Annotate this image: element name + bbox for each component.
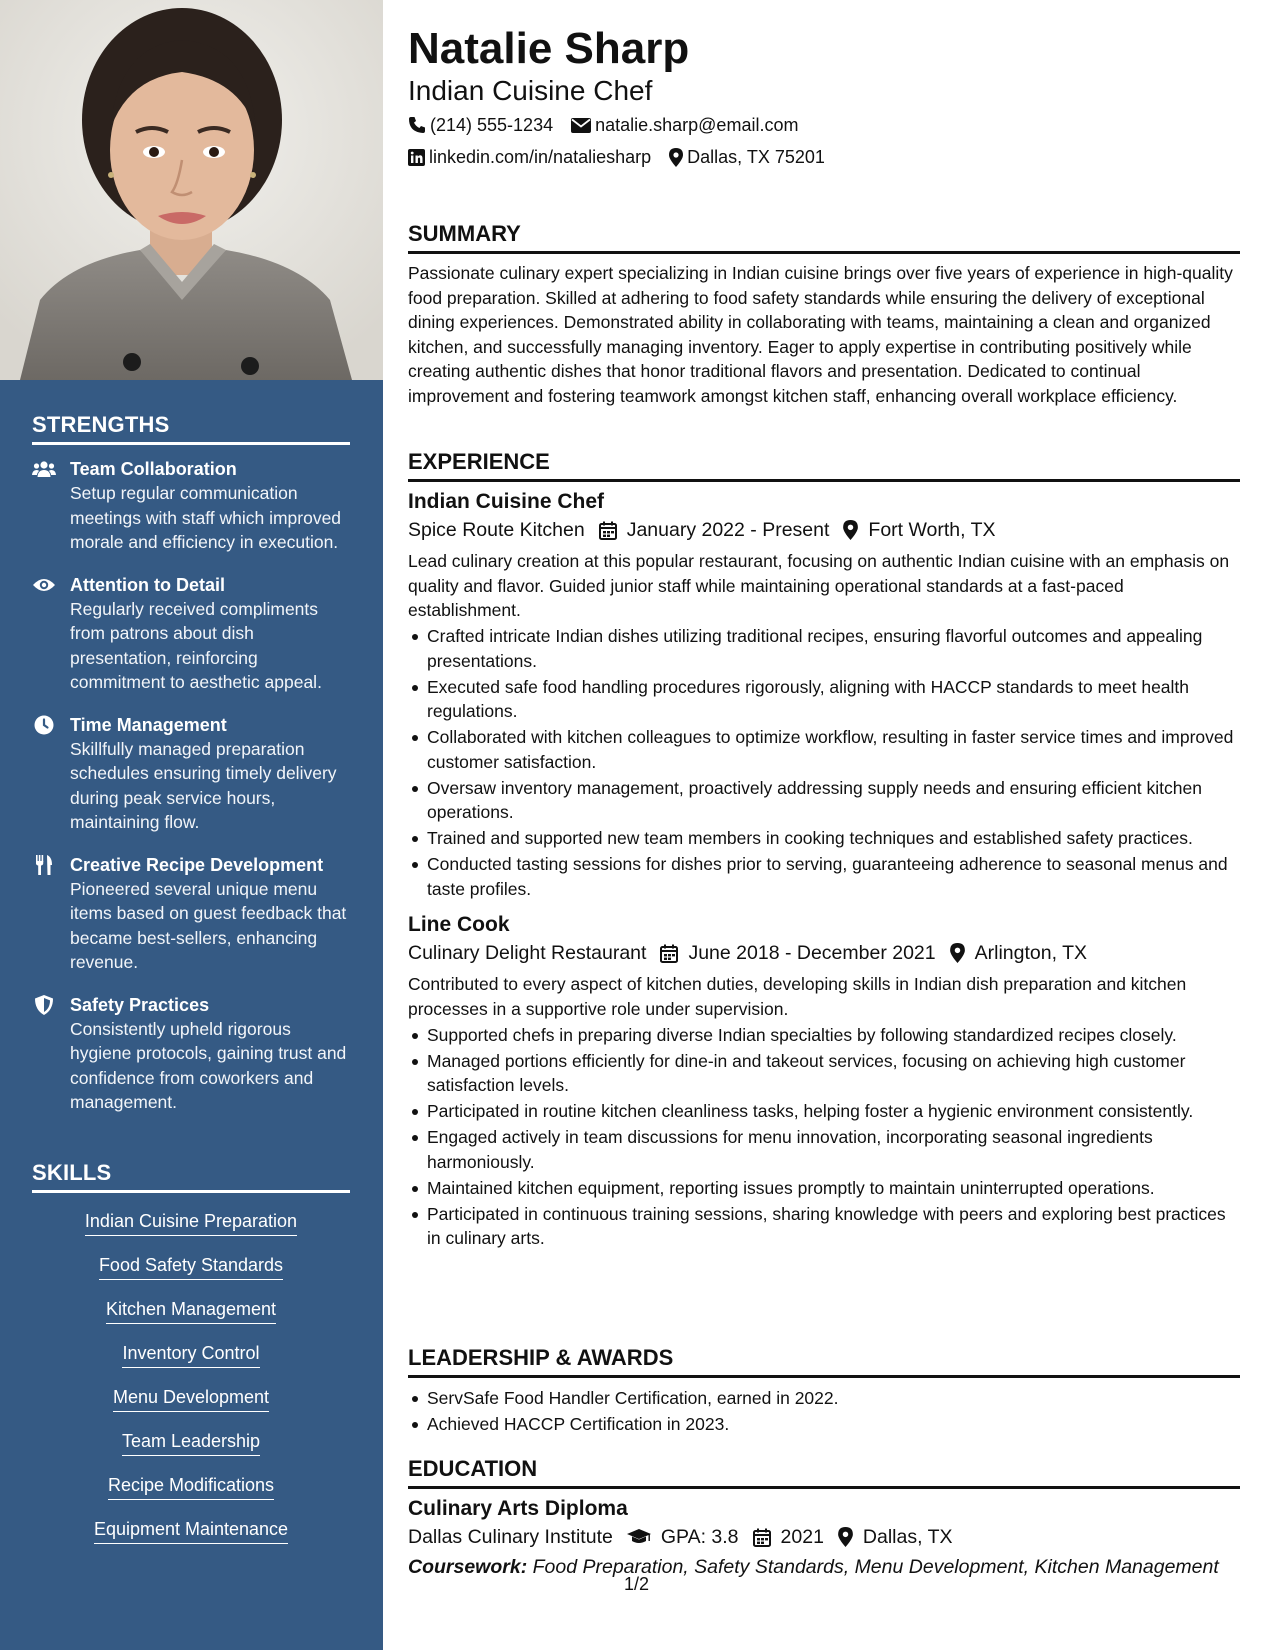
- bullet-item: Conducted tasting sessions for dishes prior to serving, guaranteeing adherence to seasonal menus and taste profiles.: [408, 852, 1240, 901]
- phone-number: (214) 555-1234: [430, 115, 554, 135]
- awards-section: [408, 1344, 1240, 1437]
- section-heading: LEADERSHIP & AWARDS: [408, 1344, 1240, 1378]
- skill-item: Menu Development: [113, 1385, 269, 1412]
- coursework-label: Coursework:: [408, 1556, 528, 1578]
- gpa: GPA: 3.8: [660, 1526, 739, 1548]
- bullet-item: Crafted intricate Indian dishes utilizing traditional recipes, ensuring flavorful outcomes and appealing presentations.: [408, 624, 1240, 673]
- job-description: Lead culinary creation at this popular restaurant, focusing on authentic Indian cuisine with an emphasis on quality and flavor. Guided junior staff while maintaining operational standards at a fast-paced establishment.: [408, 551, 1230, 620]
- education-section: [408, 1455, 1240, 1581]
- job-dates: June 2018 - December 2021: [688, 942, 936, 964]
- skills-list: [32, 1209, 350, 1561]
- sidebar: [0, 0, 383, 1650]
- strength-item: [32, 853, 350, 975]
- envelope-icon: [571, 118, 591, 133]
- strength-description: Consistently upheld rigorous hygiene protocols, gaining trust and confidence from coworkers and management.: [70, 1018, 347, 1112]
- bullet-item: Achieved HACCP Certification in 2023.: [408, 1412, 1240, 1437]
- school-name: Dallas Culinary Institute: [408, 1526, 613, 1548]
- strength-title: Team Collaboration: [70, 459, 237, 479]
- bullet-item: Participated in routine kitchen cleanliness tasks, helping foster a hygienic environment consistently.: [408, 1099, 1240, 1124]
- strength-description: Regularly received compliments from patrons about dish presentation, reinforcing commitment to aesthetic appeal.: [70, 598, 322, 692]
- summary-section: [408, 220, 1240, 408]
- email-address: natalie.sharp@email.com: [595, 115, 799, 135]
- strength-description: Pioneered several unique menu items based on guest feedback that became best-sellers, enhancing revenue.: [70, 878, 347, 972]
- coursework: [408, 1553, 1240, 1581]
- job-title: Line Cook: [408, 913, 510, 936]
- map-marker-icon: [950, 943, 965, 963]
- education-meta: [408, 1523, 1240, 1551]
- job-dates: January 2022 - Present: [626, 519, 830, 541]
- contact-row: [408, 113, 816, 137]
- strength-title: Creative Recipe Development: [70, 854, 324, 875]
- skills-heading: SKILLS: [32, 1160, 350, 1193]
- company-name: Spice Route Kitchen: [408, 519, 585, 541]
- coursework-text: Food Preparation, Safety Standards, Menu Development, Kitchen Management: [532, 1556, 1219, 1578]
- strength-title: Safety Practices: [70, 994, 210, 1015]
- bullet-item: Participated in continuous training sessions, sharing knowledge with peers and exploring best practices in culinary arts.: [408, 1202, 1240, 1251]
- calendar-icon: [599, 521, 617, 540]
- bullet-item: Trained and supported new team members in cooking techniques and established safety practices.: [408, 826, 1240, 851]
- candidate-name: Natalie Sharp: [408, 24, 690, 73]
- section-heading: EDUCATION: [408, 1455, 1240, 1489]
- skill-item: Team Leadership: [122, 1429, 260, 1456]
- skill-item: Recipe Modifications: [108, 1473, 274, 1500]
- degree-title: Culinary Arts Diploma: [408, 1497, 628, 1520]
- skill-item: Equipment Maintenance: [94, 1517, 288, 1544]
- company-name: Culinary Delight Restaurant: [408, 942, 647, 964]
- strength-description: Setup regular communication meetings with staff which improved morale and efficiency in execution.: [70, 483, 342, 552]
- linkedin-url: linkedin.com/in/nataliesharp: [429, 147, 652, 167]
- utensils-icon: [32, 855, 56, 875]
- job-bullets: [408, 624, 1240, 901]
- map-marker-icon: [838, 1527, 853, 1547]
- linkedin-icon: [408, 149, 425, 166]
- strength-item: [32, 457, 350, 555]
- map-marker-icon: [669, 148, 683, 167]
- school-location: Dallas, TX: [862, 1526, 953, 1548]
- job-entry: [408, 488, 1240, 901]
- job-description: Contributed to every aspect of kitchen duties, developing skills in Indian dish preparation and kitchen processes in a supportive role under supervision.: [408, 974, 1187, 1019]
- map-marker-icon: [843, 520, 858, 540]
- job-entry: [408, 911, 1240, 1251]
- skill-item: Inventory Control: [122, 1341, 259, 1368]
- bullet-item: Managed portions efficiently for dine-in and takeout services, focusing on achieving high customer satisfaction levels.: [408, 1049, 1240, 1098]
- job-location: Fort Worth, TX: [868, 519, 996, 541]
- job-meta: [408, 516, 1240, 544]
- section-heading: SUMMARY: [408, 220, 1240, 254]
- strength-description: Skillfully managed preparation schedules ensuring timely delivery during peak service hours, maintaining flow.: [70, 738, 337, 832]
- phone-icon: [408, 116, 426, 134]
- graduation-year: 2021: [780, 1526, 824, 1548]
- section-heading: EXPERIENCE: [408, 448, 1240, 482]
- shield-icon: [32, 995, 56, 1015]
- users-icon: [32, 459, 56, 479]
- calendar-icon: [753, 1528, 771, 1547]
- strengths-heading: STRENGTHS: [32, 412, 350, 445]
- job-bullets: [408, 1023, 1240, 1251]
- skills-section: [32, 1160, 350, 1561]
- page-number: 1/2: [624, 1574, 650, 1594]
- contact-row: [408, 145, 843, 169]
- job-location: Arlington, TX: [974, 942, 1087, 964]
- strength-item: [32, 713, 350, 835]
- bullet-item: ServSafe Food Handler Certification, earned in 2022.: [408, 1386, 1240, 1411]
- bullet-item: Supported chefs in preparing diverse Indian specialties by following standardized recipes closely.: [408, 1023, 1240, 1048]
- profile-photo: [0, 0, 383, 380]
- bullet-item: Collaborated with kitchen colleagues to optimize workflow, resulting in faster service times and improved customer satisfaction.: [408, 725, 1240, 774]
- calendar-icon: [660, 944, 678, 963]
- skill-item: Indian Cuisine Preparation: [85, 1209, 297, 1236]
- bullet-item: Oversaw inventory management, proactively addressing supply needs and ensuring efficient kitchen operations.: [408, 776, 1240, 825]
- bullet-item: Maintained kitchen equipment, reporting issues promptly to maintain uninterrupted operations.: [408, 1176, 1240, 1201]
- summary-text: Passionate culinary expert specializing in Indian cuisine brings over five years of experience in high-quality food preparation. Skilled at adhering to food safety standards while ensuring the delivery of exceptional dining experiences. Demonstrated ability in collaborating with teams, maintaining a clean and organized kitchen, and successfully managing inventory. Eager to apply expertise in contributing positively while creating authentic dishes that honor traditional flavors and presentation. Dedicated to continual improvement and fostering teamwork amongst kitchen staff, enhancing overall workplace efficiency.: [408, 263, 1233, 406]
- skill-item: Kitchen Management: [106, 1297, 276, 1324]
- graduation-cap-icon: [627, 1528, 651, 1546]
- experience-section: [408, 448, 1240, 1251]
- awards-list: [408, 1386, 1240, 1437]
- candidate-title: Indian Cuisine Chef: [408, 75, 653, 106]
- clock-icon: [32, 715, 56, 735]
- job-meta: [408, 939, 1240, 967]
- skill-item: Food Safety Standards: [99, 1253, 283, 1280]
- strength-title: Attention to Detail: [70, 574, 225, 595]
- eye-icon: [32, 575, 56, 595]
- location: Dallas, TX 75201: [687, 147, 825, 167]
- strength-item: [32, 573, 350, 695]
- bullet-item: Executed safe food handling procedures rigorously, aligning with HACCP standards to meet health regulations.: [408, 675, 1240, 724]
- job-title: Indian Cuisine Chef: [408, 490, 605, 513]
- strength-item: [32, 993, 350, 1115]
- strength-title: Time Management: [70, 714, 227, 735]
- bullet-item: Engaged actively in team discussions for menu innovation, incorporating seasonal ingredients harmoniously.: [408, 1125, 1240, 1174]
- strengths-section: [32, 412, 350, 1133]
